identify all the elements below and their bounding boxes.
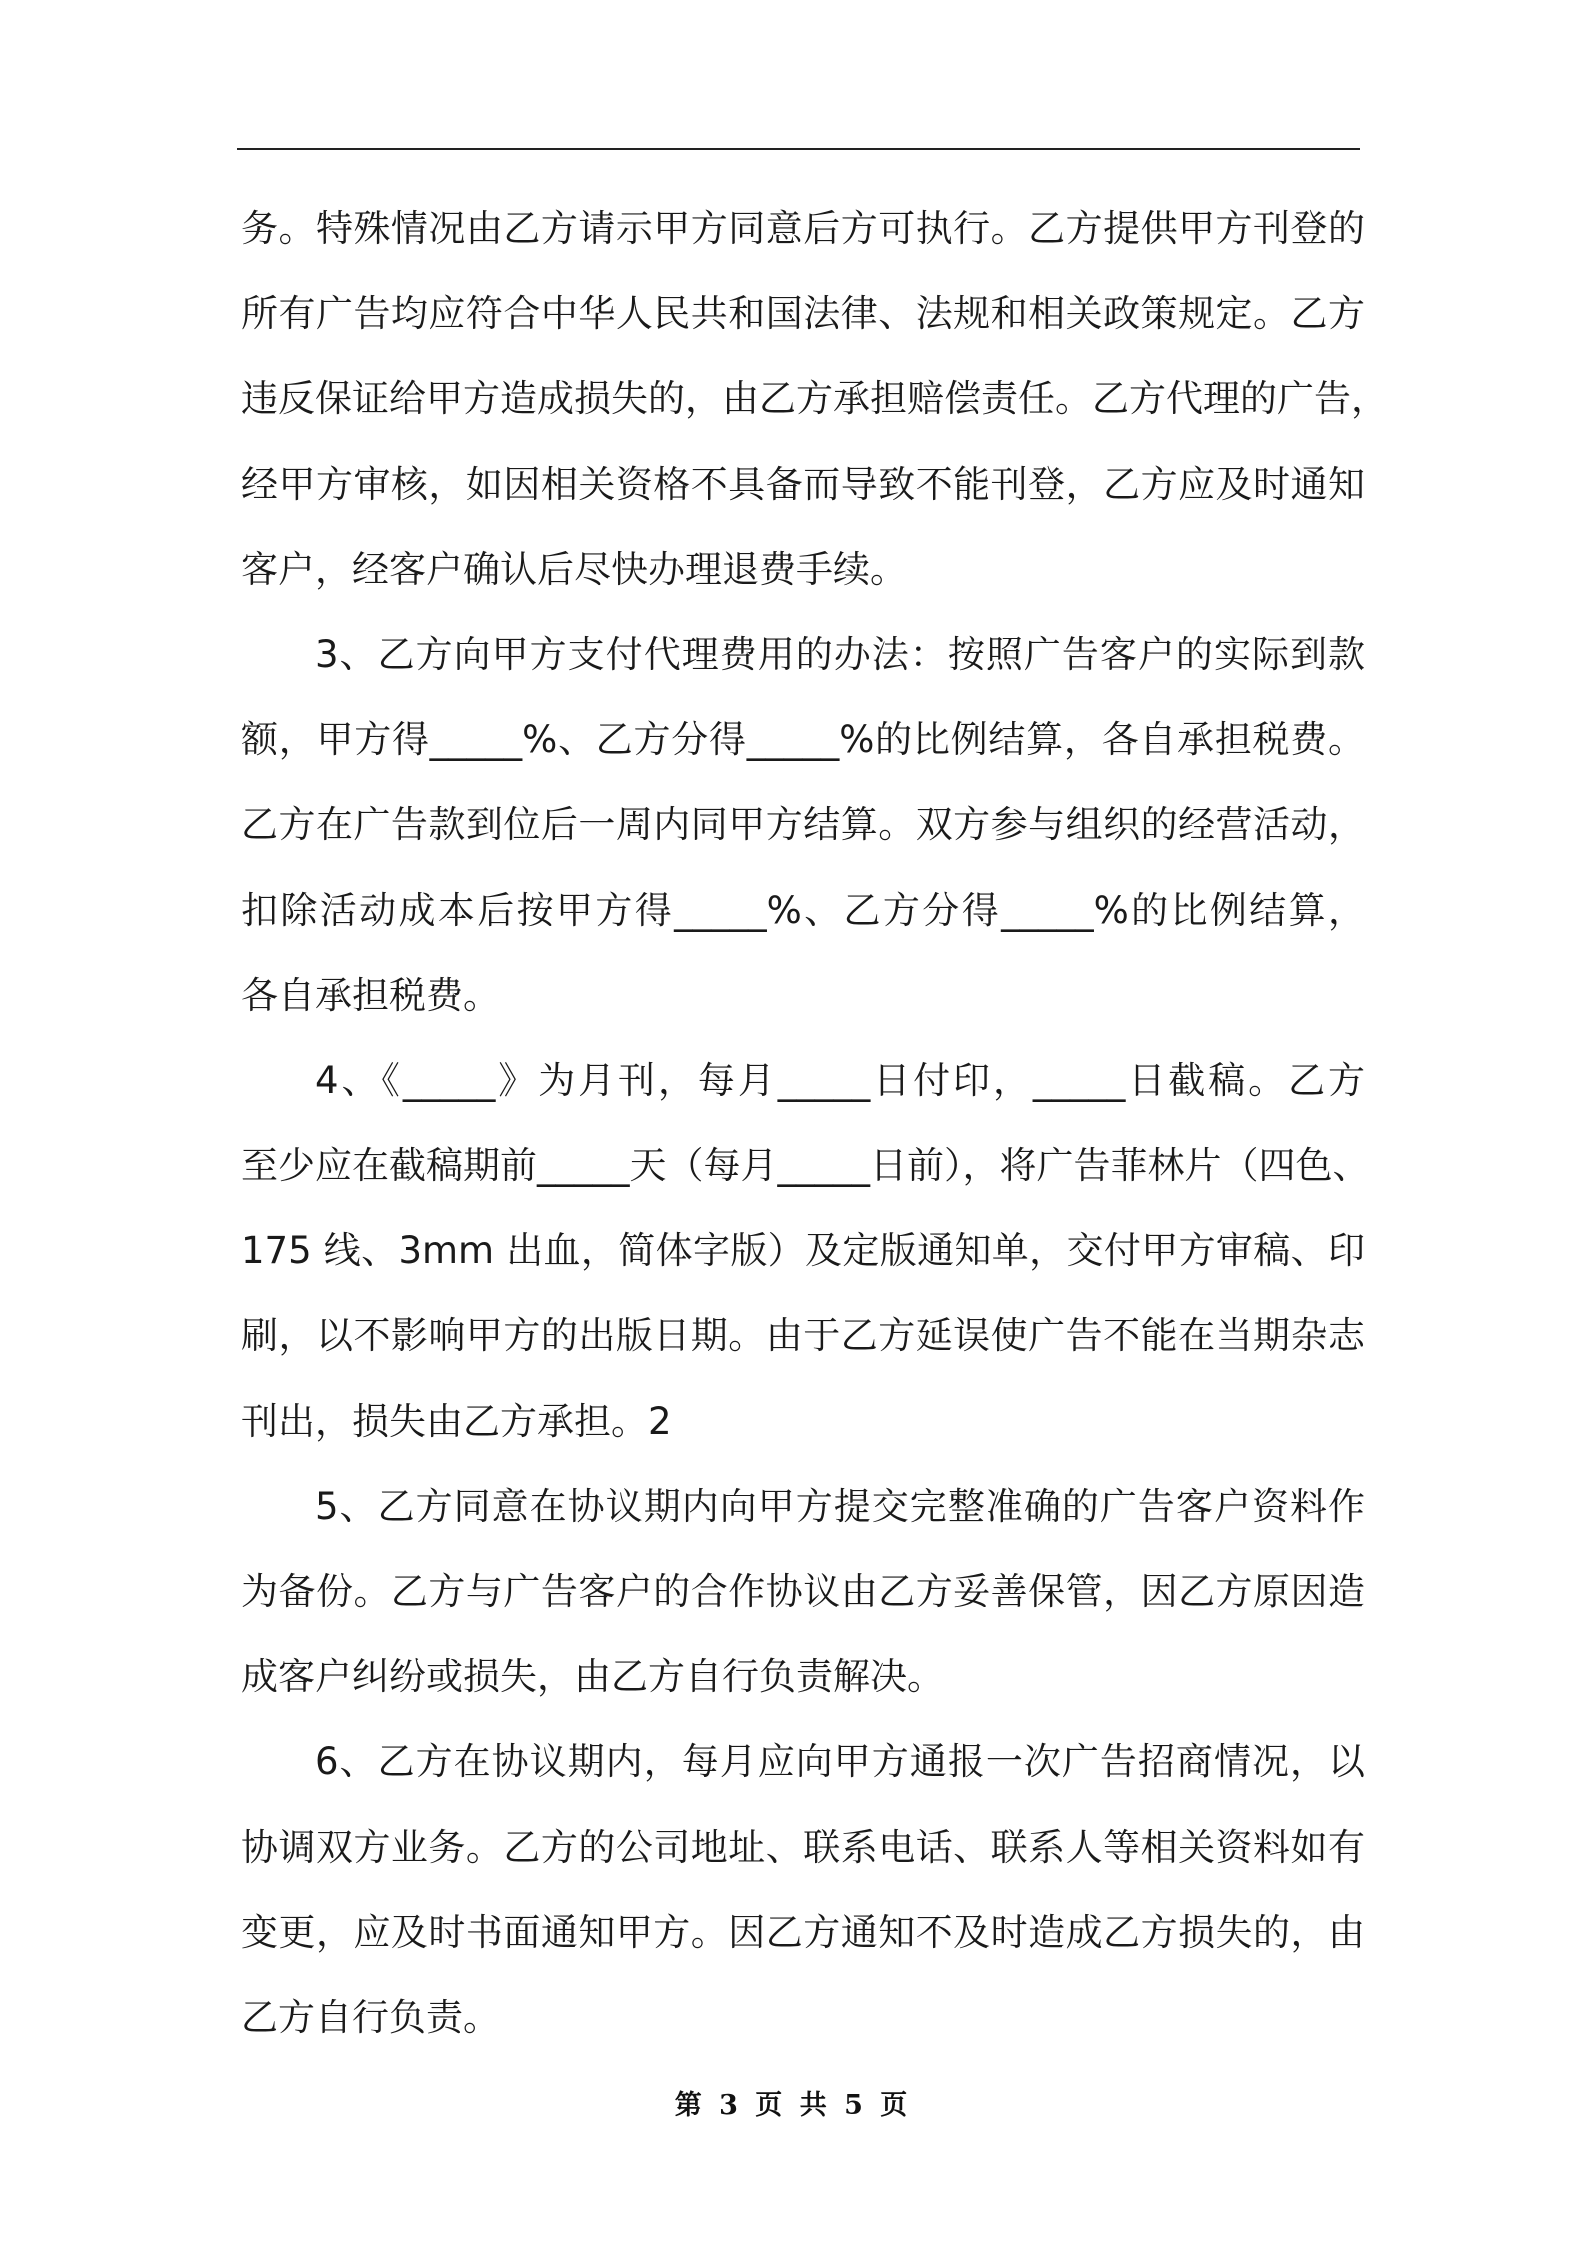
text-line: 为备份。乙方与广告客户的合作协议由乙方妥善保管，因乙方原因造 (241, 1570, 1365, 1613)
text-line: 扣除活动成本后按甲方得_____%、乙方分得_____%的比例结算， (241, 888, 1365, 932)
text-line: 违反保证给甲方造成损失的，由乙方承担赔偿责任。乙方代理的广告， (241, 377, 1388, 421)
text-line: 乙方自行负责。 (241, 1995, 500, 2039)
page-number-footer: 第 3 页 共 5 页 (674, 2090, 912, 2121)
paragraph-3-start: 3、乙方向甲方支付代理费用的办法：按照广告客户的实际到款 (315, 632, 1365, 676)
body-text (241, 186, 1388, 2060)
text-line: 至少应在截稿期前_____天（每月_____日前），将广告菲林片（四色、 (241, 1144, 1370, 1188)
text-line: 变更，应及时书面通知甲方。因乙方通知不及时造成乙方损失的，由 (241, 1910, 1365, 1954)
text-line: 额，甲方得_____%、乙方分得_____%的比例结算，各自承担税费。 (241, 718, 1365, 762)
text-line: 刊出，损失由乙方承担。2 (241, 1399, 672, 1443)
text-line: 协调双方业务。乙方的公司地址、联系电话、联系人等相关资料如有 (241, 1825, 1365, 1869)
text-line: 乙方在广告款到位后一周内同甲方结算。双方参与组织的经营活动， (241, 803, 1365, 847)
text-line: 务。特殊情况由乙方请示甲方同意后方可执行。乙方提供甲方刊登的 (241, 207, 1365, 250)
paragraph-6-start: 6、乙方在协议期内，每月应向甲方通报一次广告招商情况，以 (315, 1740, 1365, 1784)
text-line: 客户，经客户确认后尽快办理退费手续。 (241, 547, 907, 591)
paragraph-4-start: 4、《_____》为月刊，每月_____日付印，_____日截稿。乙方 (315, 1058, 1365, 1102)
text-line: 所有广告均应符合中华人民共和国法律、法规和相关政策规定。乙方 (241, 292, 1365, 336)
text-line: 各自承担税费。 (241, 973, 500, 1017)
text-line: 经甲方审核，如因相关资格不具备而导致不能刊登，乙方应及时通知 (241, 462, 1365, 506)
text-line: 刷，以不影响甲方的出版日期。由于乙方延误使广告不能在当期杂志 (241, 1314, 1365, 1358)
paragraph-5-start: 5、乙方同意在协议期内向甲方提交完整准确的广告客户资料作 (315, 1484, 1365, 1528)
header-rule (237, 148, 1360, 150)
text-line: 成客户纠纷或损失，由乙方自行负责解决。 (241, 1655, 944, 1699)
text-line: 175 线、3mm 出血，简体字版）及定版通知单，交付甲方审稿、印 (241, 1229, 1365, 1273)
